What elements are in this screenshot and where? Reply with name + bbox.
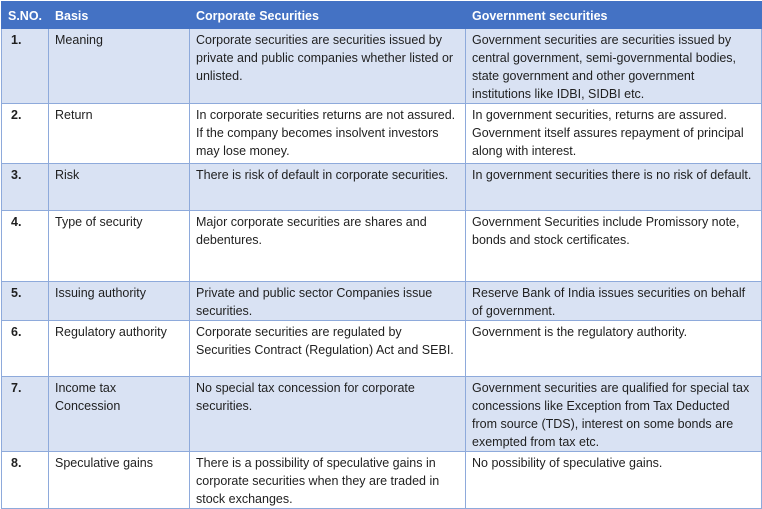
- row-government: Government securities are qualified for special tax concessions like Exception from Tax Deducted from source (TDS), interest on some bonds are exempted from tax etc.: [466, 377, 762, 452]
- row-sno: 5.: [2, 282, 49, 321]
- row-basis: Meaning: [49, 29, 190, 104]
- row-government: In government securities, returns are assured. Government itself assures repayment of principal along with interest.: [466, 104, 762, 164]
- header-sno: S.NO.: [2, 2, 49, 29]
- row-basis: Issuing authority: [49, 282, 190, 321]
- row-corporate: Major corporate securities are shares and debentures.: [190, 211, 466, 282]
- row-corporate: Corporate securities are regulated by Securities Contract (Regulation) Act and SEBI.: [190, 321, 466, 377]
- table-row: [2, 211, 762, 282]
- row-government: Government is the regulatory authority.: [466, 321, 762, 377]
- row-sno: 3.: [2, 164, 49, 211]
- row-basis: Risk: [49, 164, 190, 211]
- row-sno: 7.: [2, 377, 49, 452]
- table-header: [2, 2, 762, 29]
- table-row: [2, 452, 762, 509]
- row-government: In government securities there is no risk of default.: [466, 164, 762, 211]
- table-body: [2, 29, 762, 509]
- row-government: Government Securities include Promissory note, bonds and stock certificates.: [466, 211, 762, 282]
- row-corporate: In corporate securities returns are not assured. If the company becomes insolvent investors may lose money.: [190, 104, 466, 164]
- row-sno: 6.: [2, 321, 49, 377]
- row-corporate: There is a possibility of speculative gains in corporate securities when they are traded in stock exchanges.: [190, 452, 466, 509]
- table-row: [2, 104, 762, 164]
- row-government: Reserve Bank of India issues securities on behalf of government.: [466, 282, 762, 321]
- header-row: [2, 2, 762, 29]
- row-sno: 2.: [2, 104, 49, 164]
- row-government: No possibility of speculative gains.: [466, 452, 762, 509]
- row-basis: Speculative gains: [49, 452, 190, 509]
- row-sno: 1.: [2, 29, 49, 104]
- row-basis: Type of security: [49, 211, 190, 282]
- header-corporate-securities: Corporate Securities: [190, 2, 466, 29]
- row-sno: 8.: [2, 452, 49, 509]
- table-row: [2, 164, 762, 211]
- row-corporate: Private and public sector Companies issue securities.: [190, 282, 466, 321]
- row-corporate: Corporate securities are securities issued by private and public companies whether listed or unlisted.: [190, 29, 466, 104]
- row-corporate: No special tax concession for corporate securities.: [190, 377, 466, 452]
- header-basis: Basis: [49, 2, 190, 29]
- row-basis: Return: [49, 104, 190, 164]
- row-sno: 4.: [2, 211, 49, 282]
- row-basis: Income tax Concession: [49, 377, 190, 452]
- table-row: [2, 321, 762, 377]
- row-corporate: There is risk of default in corporate securities.: [190, 164, 466, 211]
- table-row: [2, 377, 762, 452]
- table-row: [2, 29, 762, 104]
- row-government: Government securities are securities issued by central government, semi-governmental bodies, state government and other government institutions like IDBI, SIDBI etc.: [466, 29, 762, 104]
- comparison-table: [1, 1, 762, 509]
- table-row: [2, 282, 762, 321]
- row-basis: Regulatory authority: [49, 321, 190, 377]
- header-government-securities: Government securities: [466, 2, 762, 29]
